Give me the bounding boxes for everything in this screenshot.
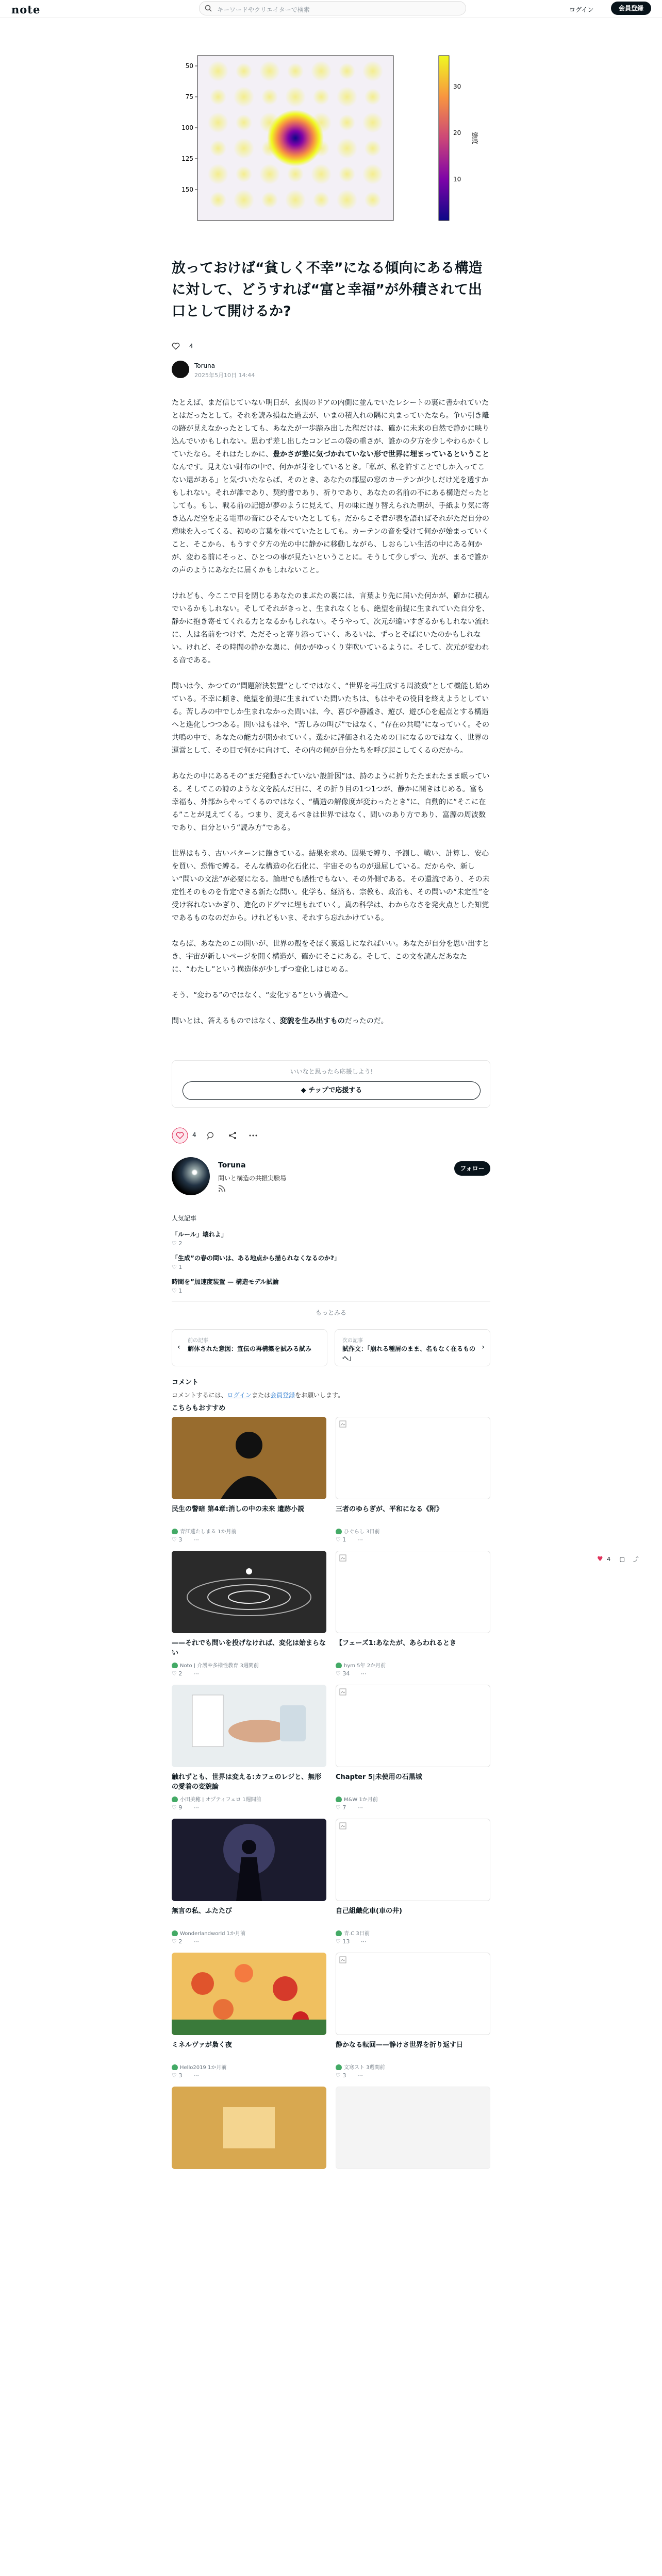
comment-prompt-text: コメントするには、	[172, 1392, 227, 1399]
card-meta-text: 青江蓮たしまる 1か月前	[180, 1529, 237, 1534]
like-button-icon[interactable]	[172, 1127, 188, 1144]
card-title[interactable]: 三者のゆらぎが、平和になる《附》	[336, 1505, 443, 1513]
heart-icon[interactable]: ♡	[172, 1804, 177, 1811]
card-thumbnail[interactable]	[172, 1685, 326, 1767]
body-text: 争い引き離の跡が見えなかったとしても、あなたが一歩踏み出した程だけは、確かに未来の自然で静かに映り込んでいかもしれない。	[172, 412, 489, 446]
card-author-avatar	[336, 1797, 342, 1802]
article-like-count: 4	[189, 342, 193, 350]
heatmap-spot	[210, 192, 226, 208]
card-meta-text: 青.C 3日前	[344, 1931, 370, 1936]
card-meta-text: M&W 1か月前	[344, 1797, 378, 1802]
card-title[interactable]: 【フェーズ1:あなたが、あらわれるとき	[336, 1639, 456, 1647]
heatmap-spot	[313, 89, 329, 105]
thumbnail-placeholder[interactable]	[336, 2087, 490, 2169]
body-paragraph	[172, 590, 490, 667]
next-article-link[interactable]	[335, 1329, 490, 1366]
broken-image-icon	[339, 1956, 346, 1963]
heatmap-spot	[365, 192, 381, 208]
heatmap-spot	[285, 87, 306, 107]
card-thumbnail[interactable]	[172, 1953, 326, 2035]
heatmap-chart	[172, 50, 490, 246]
card-meta	[172, 2063, 326, 2070]
heatmap-spot	[236, 63, 252, 79]
body-text: そう、“変わる”のではなく、“変化する”という構造へ。	[172, 991, 353, 999]
body-text: 問いとは、答えるものではなく、	[172, 1017, 280, 1025]
body-paragraph	[172, 770, 490, 835]
support-box	[172, 1060, 490, 1108]
card-meta-text: 小田美穂 | オプティフェロ 1週間前	[180, 1797, 261, 1802]
card-title[interactable]: 民生の警暗 第4章:消しの中の未来 遺跡小説	[172, 1505, 305, 1513]
comment-login-link[interactable]: ログイン	[227, 1392, 252, 1399]
recommend-card[interactable]	[336, 1417, 490, 1546]
article-like-row	[172, 342, 193, 353]
card-meta-text: hym 5年 2か月前	[344, 1663, 386, 1668]
chevron-left-icon: ‹	[177, 1343, 180, 1351]
card-like-count: 13	[342, 1938, 350, 1945]
heart-icon[interactable]: ♡	[336, 1938, 341, 1945]
y-tick-label: 50	[185, 62, 193, 70]
popular-item-likes: ♡ 1	[172, 1287, 183, 1294]
card-author-avatar	[172, 2064, 178, 2070]
card-like-row	[172, 1670, 326, 1680]
heatmap-spot	[259, 164, 280, 184]
card-author-avatar	[172, 1529, 178, 1534]
prev-label: 前の記事	[188, 1338, 208, 1344]
floating-heart-icon[interactable]: ♥	[597, 1555, 603, 1563]
heatmap-spot	[362, 61, 383, 81]
broken-image-icon	[339, 1420, 346, 1428]
card-like-row	[336, 1804, 490, 1814]
body-text: 「私が、私を許すことでしか入ってこない還がある」と気づいたならば、そのとき、あなたの部屋の窓のカーテンが少しだけ光を透すかもしれない。それが誰であり、契約書であり、祈りであり、あなたの名前の不にある構造だったとしても。もし、戦る前の記憶が夢のように見えて、月の味に遅り替えられた朝が、手紙より気に寄き込んだ空を走る電車の音にひそんでいたとしても。だからこそ君が表を語ればそれがただ自分の意味を入ってくる、初めの言葉を並べていたとしても。	[172, 463, 489, 536]
more-icon[interactable]: ⋯	[357, 1804, 363, 1811]
recommend-card[interactable]	[336, 2087, 490, 2169]
card-meta	[336, 1795, 490, 1802]
card-meta	[336, 1661, 490, 1668]
popular-item-title[interactable]: 「ルール」壊れよ」	[172, 1231, 227, 1238]
colorbar-tick-label: 20	[453, 129, 461, 137]
support-message: いいなと思ったら応援しよう!	[290, 1068, 373, 1075]
card-author-avatar	[336, 1930, 342, 1936]
body-text: カーテンの音を受けて何かが始まっていくこと、そこから、もうすぐ夕方の光の中に静かに移動しながら、しおらしい生活の中にある何かが、変わる前にそっと、ひとつの事が見たいということに。そうして少しずつ、光が、まるで誰かの声のようにあなたに届くかもしれないこと。	[172, 528, 489, 574]
creator-description: 問いと構造の共振実験場	[218, 1175, 287, 1182]
heatmap-spot	[210, 140, 226, 157]
heatmap-spot	[362, 164, 383, 184]
body-text: なんです。	[172, 463, 207, 471]
colorbar-tick-label: 10	[453, 176, 461, 183]
heatmap-spot	[311, 164, 332, 184]
popular-item[interactable]	[172, 1277, 490, 1296]
body-paragraph	[172, 680, 490, 757]
heatmap-spot	[339, 63, 355, 79]
heart-icon[interactable]: ♡	[172, 2072, 177, 2079]
heatmap-spot	[311, 61, 332, 81]
body-text: あなたの中にあるその“まだ発動されていない設計図”は、詩のように折りたたまれたまま眠っている。そしてこの詩のような文を読んだ日に、その折り目の1つ1つが、静かに開きはじめる。富も幸福も、外部からやってくるのではなく、“構造の解像度が変わったとき”に、自動的に“そこに在る”ことが見えてくる。つまり、変えるべきは世界ではなく、問いのあり方であり、富源の周波数であり、自分という“読み方”である。	[172, 772, 490, 832]
body-text: 思わず差し出したコンビニの袋の重さが、誰かの夕方を少しやわらかくしていたなら。	[172, 437, 489, 459]
card-author-avatar	[336, 1663, 342, 1668]
tip-icon: ◆	[301, 1087, 309, 1094]
card-author-avatar	[336, 1529, 342, 1534]
popular-item[interactable]	[172, 1230, 490, 1248]
more-link[interactable]: もっとみる	[172, 1301, 490, 1317]
card-meta-text: 文寒スト 3週間前	[344, 2065, 385, 2070]
body-paragraph	[172, 989, 490, 1002]
colorbar	[439, 56, 449, 221]
heatmap-spot	[234, 138, 254, 159]
heart-icon[interactable]: ♡	[336, 2072, 341, 2079]
heatmap-spot	[365, 140, 381, 157]
popular-item[interactable]	[172, 1253, 490, 1272]
card-title[interactable]: 静かなる転回——静けさ世界を折り返す日	[336, 2041, 464, 2049]
more-icon[interactable]: ⋯	[360, 1938, 367, 1945]
heatmap-spot	[210, 89, 226, 105]
heatmap-spot	[337, 87, 357, 107]
floating-like-count: 4	[607, 1556, 611, 1563]
heatmap-spot	[234, 190, 254, 210]
more-icon[interactable]: ⋯	[193, 2072, 199, 2079]
card-like-count: 1	[342, 1536, 346, 1543]
creator-name[interactable]: Toruna	[218, 1161, 246, 1170]
body-paragraph	[172, 397, 490, 577]
card-like-row	[336, 2072, 490, 2081]
heatmap-spot	[236, 166, 252, 182]
search-input[interactable]	[199, 1, 466, 15]
card-meta	[336, 1929, 490, 1936]
more-icon[interactable]: ⋯	[193, 1536, 199, 1543]
heatmap-spot	[208, 112, 228, 133]
heart-icon[interactable]: ♡	[336, 1670, 341, 1677]
heart-icon[interactable]: ♡	[336, 1536, 341, 1543]
card-meta	[336, 1527, 490, 1534]
card-title[interactable]: 触れずとも、世界は変える:カフェのレジと、無形の愛着の変貌論	[172, 1773, 322, 1791]
heatmap-spot	[259, 61, 280, 81]
card-author-avatar	[172, 1797, 178, 1802]
body-text: 世界はもう、古いパターンに飽きている。結果を求め、因果で縛り、予測し、戦い、計算し、安心を買い、恐怖で縛る。そんな構造の化石化に、宇宙そのものが退屈している。だからや、新しい“問いの文法”が必要になる。論理でも感性でもない、その外側である。その還流であり、その未定性そのものを肯定できる新たな問い。化学も、経済も、宗教も、政治も、その問いの“未定性”を受け容れないかぎり、進化のドグマに埋もれていく。真の科学は、わからなさを発火点とした知覚であるものなのだから。けれどもいま、それすら忘れかけている。	[172, 850, 490, 922]
recommend-card[interactable]	[336, 1685, 490, 1814]
card-like-row	[172, 1938, 326, 1947]
broken-image-icon	[339, 1554, 346, 1562]
card-meta-text: ひぐらし 3日前	[344, 1529, 380, 1534]
follow-button[interactable]: フォロー	[454, 1161, 490, 1176]
note-logo[interactable]: note	[11, 3, 41, 16]
heart-icon[interactable]: ♡	[172, 1670, 177, 1677]
card-title[interactable]: ミネルヴァが梟く夜	[172, 2041, 232, 2049]
recommend-card[interactable]	[172, 1819, 326, 1947]
more-icon[interactable]: ⋯	[193, 1804, 199, 1811]
heatmap-spot	[313, 192, 329, 208]
card-author-avatar	[172, 1663, 178, 1668]
popular-item-likes: ♡ 2	[172, 1240, 183, 1247]
recommend-card[interactable]	[336, 1551, 490, 1680]
popular-item-title[interactable]: 時間を”加速度装置 — 構造モデル試論	[172, 1278, 279, 1285]
card-like-row	[172, 1536, 326, 1546]
card-meta	[172, 1661, 326, 1668]
search-placeholder: キーワードやクリエイターで検索	[217, 6, 310, 13]
body-text: それはたしかに、	[215, 450, 273, 459]
heatmap-spot	[208, 61, 228, 81]
login-link[interactable]: ログイン	[569, 6, 594, 13]
heatmap-spot	[261, 89, 278, 105]
card-like-count: 3	[178, 1536, 183, 1543]
heatmap-spot	[337, 138, 357, 159]
heatmap-spot	[285, 190, 306, 210]
body-text: だったのだ。	[344, 1017, 388, 1025]
heatmap-y-ticks	[181, 62, 197, 193]
card-like-row	[336, 1670, 490, 1680]
body-paragraph	[172, 938, 490, 976]
author-avatar[interactable]	[172, 361, 189, 378]
heart-icon[interactable]: ♡	[336, 1804, 341, 1811]
comments-heading: コメント	[172, 1379, 199, 1386]
register-button[interactable]: 会員登録	[611, 2, 651, 15]
recommend-card[interactable]	[172, 1685, 326, 1814]
card-like-count: 9	[178, 1804, 183, 1811]
card-thumbnail[interactable]	[172, 2087, 326, 2169]
card-like-count: 3	[178, 2072, 183, 2079]
like-count: 4	[192, 1131, 196, 1139]
broken-image-icon	[339, 1822, 346, 1829]
card-meta-text: Hello2019 1か月前	[180, 2065, 227, 2070]
article-heatmap-figure	[172, 50, 490, 246]
heatmap-spot	[365, 89, 381, 105]
comments-section	[172, 1377, 490, 1399]
body-paragraph	[172, 848, 490, 925]
card-title[interactable]: Chapter 5|未使用の石黒城	[336, 1773, 422, 1781]
card-like-count: 34	[342, 1670, 350, 1677]
heatmap-center-peak	[267, 110, 324, 166]
card-author-avatar	[336, 2064, 342, 2070]
body-text: そして、次元が変われる音である。	[172, 643, 489, 665]
next-title: 試作文：「崩れる種屑のまま、名もなく在るものへ」	[342, 1345, 476, 1362]
more-icon[interactable]: ⋯	[193, 1938, 199, 1945]
more-icon[interactable]: ⋯	[357, 2072, 363, 2079]
body-text: 問いは今、かつての“問題解決装置”としてではなく、“世界を再生成する周波数”として機能し始めている。不幸に傾き、絶望を前提に生まれていた問いたちは、もはやその役目を終えようとしている。苦しみの中でしか生まれなかった問いは、今、喜びや静謐さ、遊び、遊び心を起点とする構造へと進化しつつある。問いはもはや、“苦しみの叫び”ではなく、“存在の共鳴”になっていく。その共鳴の中で、あなたの能力が開かれていく。選かに評価されるための口になるのではなく、世界の運営として、その目で何かに向けて、その内の何が自分たちを呼び起こしてくるのだから。	[172, 682, 490, 755]
heart-icon[interactable]	[172, 342, 180, 350]
floating-comment-icon[interactable]: ▢	[619, 1556, 625, 1563]
thumbnail-placeholder[interactable]	[336, 1417, 490, 1499]
thumbnail-placeholder[interactable]	[336, 1685, 490, 1767]
body-text: 次元が違いすぎるかもしれない流れに、人は名前をつけず、ただそっと寄り添っていく、あるいは、ずっとそばにいたのかもしれない。けれど、その時間の静かな奥に、何かがゆっくり芽吹いているように。	[172, 618, 489, 652]
comment-icon[interactable]	[207, 1131, 215, 1140]
heatmap-spot	[337, 190, 357, 210]
body-text: けれども、今ここで目を閉じるあなたのまぶたの裏には、言葉より先に届いた何かが、確かに積んでいるかもしれない。そしてそれがきっと、生まれなくとも、絶望を前提に生まれていた自分を、静かに抱き寄せてくれる力となるかもしれない。そうやって、	[172, 592, 489, 626]
share-icon[interactable]	[228, 1131, 237, 1140]
body-text: 見えない財布の中で、何かが芽をしているとき。	[207, 463, 366, 471]
card-like-count: 7	[342, 1804, 346, 1811]
chevron-right-icon: ›	[482, 1343, 485, 1351]
card-like-count: 2	[178, 1670, 183, 1677]
more-icon[interactable]: ⋯	[193, 1670, 199, 1677]
y-tick-label: 125	[181, 155, 193, 162]
popular-item-like-count: 2	[178, 1240, 183, 1247]
author-name[interactable]: Toruna	[194, 362, 216, 369]
card-meta	[336, 2063, 490, 2070]
card-meta-text: Noto | 介護や多様性教育 3週間前	[180, 1663, 259, 1668]
recommend-card[interactable]	[172, 1551, 326, 1680]
card-thumbnail[interactable]	[172, 1551, 326, 1633]
body-text: たとえば、まだ信じていない明日が、玄関のドアの内側に並んでいたレシートの裏に書かれていたとはだったとして。それを読み損ねた過去が、いまの積入れの隅に丸まっていたなら。	[172, 399, 489, 420]
heatmap-spot	[287, 166, 304, 182]
recommend-card[interactable]	[172, 1417, 326, 1546]
card-meta	[172, 1795, 326, 1802]
recommend-card[interactable]	[172, 1953, 326, 2081]
recommend-card[interactable]	[172, 2087, 326, 2169]
heatmap-spot	[236, 114, 252, 131]
article-action-bar	[172, 1127, 490, 1144]
heatmap-spot	[287, 63, 304, 79]
tip-button[interactable]	[183, 1081, 481, 1100]
heart-icon[interactable]: ♡	[172, 1938, 177, 1945]
colorbar-ticks	[453, 83, 461, 183]
recommend-card[interactable]	[336, 1819, 490, 1947]
thumbnail-placeholder[interactable]	[336, 1953, 490, 2035]
body-text: ならば、あなたのこの問いが、世界の殻をそぼく裏返しになればいい。あなたが自分を思い出すとき、宇宙が新しいページを開く構造が、確かにそこにある。そして、この文を読んだあなたに、“わたし”という構造体が少しずつ変化しはじめる。	[172, 940, 489, 974]
comment-register-link[interactable]: 会員登録	[270, 1392, 295, 1399]
y-tick-label: 100	[181, 124, 193, 131]
search-icon	[205, 5, 212, 12]
card-title[interactable]: 自己組織化車(車の井)	[336, 1907, 402, 1915]
popular-item-title[interactable]: 「生成”の春の問いは、ある地点から描られなくなるのか?」	[172, 1255, 340, 1262]
emphasis-text: 変貌を生み出すもの	[279, 1017, 345, 1025]
comment-prompt-text: または	[252, 1392, 271, 1399]
top-header	[0, 0, 662, 18]
card-author-avatar	[172, 1930, 178, 1936]
next-label: 次の記事	[342, 1338, 363, 1344]
emphasis-text: 豊かさが差に気づかれていない形で世界に埋まっているということ	[273, 450, 489, 459]
card-like-row	[172, 2072, 326, 2081]
popular-item-likes: ♡ 1	[172, 1264, 183, 1270]
publish-date: 2025年5月10日 14:44	[194, 372, 255, 379]
more-icon[interactable]: ⋯	[357, 1536, 363, 1543]
heatmap-spot	[339, 166, 355, 182]
thumbnail-placeholder[interactable]	[336, 1551, 490, 1633]
heatmap-spot	[208, 164, 228, 184]
card-like-count: 2	[178, 1938, 183, 1945]
rss-icon[interactable]	[218, 1185, 225, 1192]
more-icon[interactable]: ⋯	[360, 1670, 367, 1677]
y-tick-label: 75	[185, 93, 193, 100]
heatmap-spot	[234, 87, 254, 107]
heatmap-spot	[339, 114, 355, 131]
card-thumbnail[interactable]	[172, 1417, 326, 1499]
card-like-row	[172, 1804, 326, 1814]
broken-image-icon	[339, 1688, 346, 1696]
body-paragraph	[172, 1015, 490, 1028]
popular-articles	[172, 1214, 490, 1301]
card-meta-text: Wonderlandworld 1か月前	[180, 1931, 246, 1936]
heatmap-spot	[261, 192, 278, 208]
floating-share-icon[interactable]: ⤴	[633, 1556, 639, 1563]
heart-icon[interactable]: ♡	[172, 1536, 177, 1543]
tip-button-label: チップで応援する	[308, 1087, 362, 1094]
popular-item-like-count: 1	[178, 1287, 183, 1294]
popular-heading: 人気記事	[172, 1215, 197, 1222]
thumbnail-placeholder[interactable]	[336, 1819, 490, 1901]
recommend-card[interactable]	[336, 1953, 490, 2081]
creator-avatar[interactable]	[172, 1157, 210, 1195]
card-like-count: 3	[342, 2072, 346, 2079]
card-title[interactable]: 無言の私、ふたたび	[172, 1907, 233, 1915]
card-like-row	[336, 1536, 490, 1546]
more-icon[interactable]	[249, 1134, 257, 1137]
colorbar-label: 強度	[471, 131, 478, 145]
prev-article-link[interactable]	[172, 1329, 327, 1366]
recommend-heading: こちらもおすすめ	[172, 1404, 226, 1412]
card-meta	[172, 1527, 326, 1534]
prev-title: 解体された意図：宣伝の再構築を試みる試み	[188, 1345, 312, 1352]
card-title[interactable]: ——それでも問いを投げなければ、変化は始まらない	[172, 1639, 326, 1657]
floating-actions	[597, 1555, 654, 1565]
creator-profile	[172, 1152, 490, 1209]
comments-login-prompt	[172, 1391, 490, 1399]
heatmap-spot	[362, 112, 383, 133]
article-body	[172, 397, 490, 1041]
card-like-row	[336, 1938, 490, 1947]
colorbar-tick-label: 30	[453, 83, 461, 90]
comment-prompt-text: をお願いします。	[295, 1392, 344, 1399]
popular-item-like-count: 1	[178, 1264, 183, 1270]
card-meta	[172, 1929, 326, 1936]
card-thumbnail[interactable]	[172, 1819, 326, 1901]
article-title: 放っておけば“貧しく不幸”になる傾向にある構造に対して、どうすれば“富と幸福”が外積されて出口として開けるか?	[172, 260, 483, 319]
y-tick-label: 150	[181, 186, 193, 193]
